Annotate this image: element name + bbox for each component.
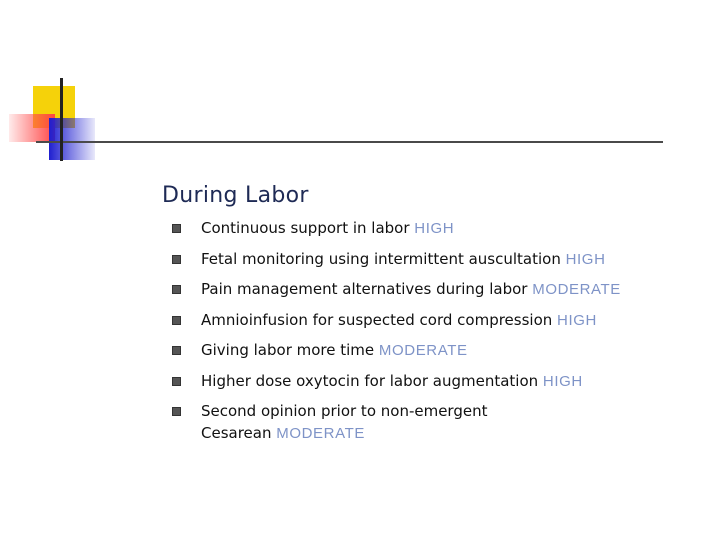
list-item [170,370,690,393]
slide-title: During Labor [162,183,309,208]
square-bullet-icon [172,285,181,294]
item-text: Amnioinfusion for suspected cord compression [201,310,558,329]
list-item [170,400,536,445]
item-text: Higher dose oxytocin for labor augmentation [201,371,543,390]
list-item [170,309,690,332]
header-vertical-rule [60,78,63,161]
evidence-rating: MODERATE [532,281,621,298]
bullet-list [170,217,690,453]
square-bullet-icon [172,407,181,416]
evidence-rating: MODERATE [276,425,365,442]
item-text: Second opinion prior to non-emergent Cesarean [201,402,488,442]
evidence-rating: HIGH [542,372,583,390]
square-bullet-icon [172,346,181,355]
slide-logo-decoration [0,0,720,170]
square-bullet-icon [172,377,181,386]
list-item [170,248,690,271]
evidence-rating: HIGH [565,250,606,268]
evidence-rating: MODERATE [378,342,468,359]
item-text: Giving labor more time [201,341,379,359]
item-text: Continuous support in labor [201,219,415,237]
header-horizontal-rule [36,141,663,143]
square-bullet-icon [172,224,181,233]
list-item [170,217,690,240]
square-bullet-icon [172,255,181,264]
logo-blue-square [49,118,95,160]
list-item [170,339,690,362]
list-item [170,278,690,301]
evidence-rating: HIGH [414,220,455,237]
item-text: Pain management alternatives during labor [201,280,533,298]
square-bullet-icon [172,316,181,325]
item-text: Fetal monitoring using intermittent auscultation [201,249,566,268]
evidence-rating: HIGH [557,311,597,329]
